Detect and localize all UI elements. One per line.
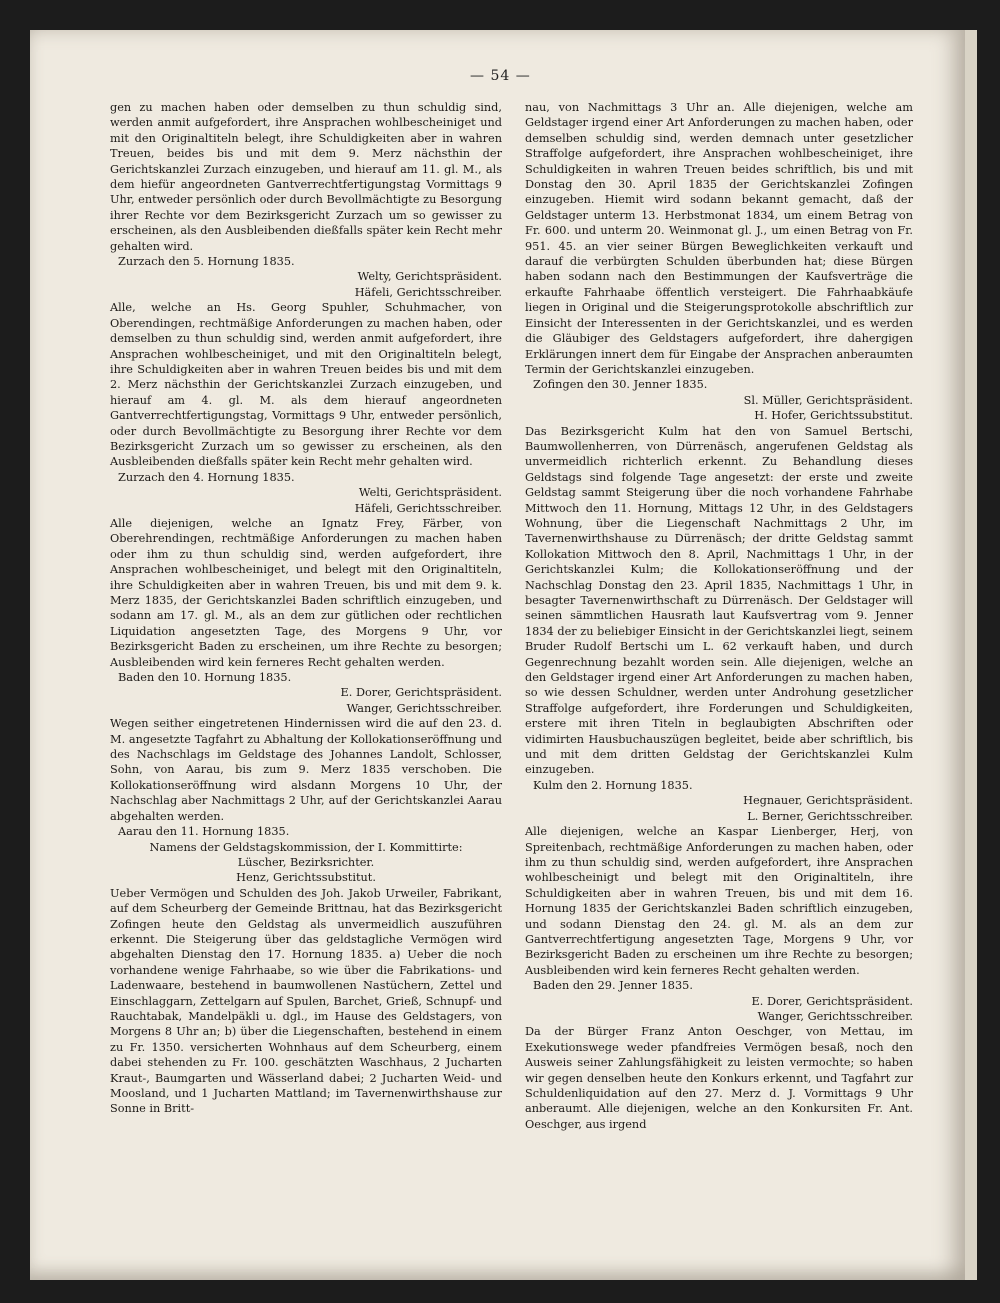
notice-date: Zurzach den 4. Hornung 1835.	[118, 470, 295, 484]
notice-signature: Hegnauer, Gerichtspräsident.	[743, 794, 913, 808]
notice-date: Baden den 29. Jenner 1835.	[533, 979, 693, 993]
notice-signature: Welty, Gerichtspräsident.	[357, 270, 502, 284]
notice-paragraph: Alle diejenigen, welche an Ignatz Frey, Färber, von Oberehrendingen, rechtmäßige Anforderungen zu machen haben oder ihm zu thun schuldig sind, werden aufgefordert, ihre Ansprachen wohlbescheiniget, und belegt mit den Originaltiteln, ihre Schuldigkeiten aber in wahren Treuen, bis und mit dem 9. k. Merz 1835, der Gerichtskanzlei Baden schriftlich einzugeben, und sodann am 17. gl. M., als an dem zur gütlichen oder rechtlichen Liquidation angesetzten Tage, des Morgens 9 Uhr, vor Bezirksgericht Baden zu erscheinen, um ihre Rechte zu besorgen; Ausbleibenden wird kein ferneres Recht gehalten werden.	[110, 516, 502, 669]
notice-paragraph: Das Bezirksgericht Kulm hat den von Samuel Bertschi, Baumwollenherren, von Dürrenäsch, angerufenen Geldstag als unvermeidlich richterlich erkennt. Zu Behandlung dieses Geldstags sind folgende Tage angesetzt: der erste und zweite Geldstag sammt Steigerung über die noch vorhandene Fahrhabe Mittwoch den 11. Hornung, Mittags 12 Uhr, in des Geldstagers Wohnung, über die Liegenschaft Nachmittags 2 Uhr, im Tavernenwirthshause zu Dürrenäsch; der dritte Geldstag sammt Kollokation Mittwoch den 8. April, Nachmittags 1 Uhr, in der Gerichtskanzlei Kulm; die Kollokationseröffnung und der Nachschlag Donstag den 23. April 1835, Nachmittags 1 Uhr, in besagter Tavernenwirthschaft zu Dürrenäsch. Der Geldstager will seinen sämmtlichen Hausrath laut Kaufsvertrag vom 9. Jenner 1834 der zu beliebiger Einsicht in der Gerichtskanzlei liegt, seinem Bruder Rudolf Bertschi um L. 62 verkauft haben, und durch Gegenrechnung bezahlt worden sein. Alle diejenigen, welche an den Geldstager irgend einer Art Anforderungen zu machen haben, so wie dessen Schuldner, werden unter Androhung gesetzlicher Straffolge aufgefordert, ihre Forderungen und Schuldigkeiten, erstere mit ihren Titeln in beglaubigten Abschriften oder vidimirten Hausbuchauszügen begleitet, beide aber schriftlich, bis und mit dem dritten Geldstag der Gerichtskanzlei Kulm einzugeben.	[525, 424, 913, 777]
page-edge	[965, 30, 977, 1280]
notice-signature: Wanger, Gerichtsschreiber.	[757, 1009, 913, 1023]
notice-signature: Henz, Gerichtssubstitut.	[236, 871, 376, 885]
notice-date: Kulm den 2. Hornung 1835.	[533, 778, 693, 792]
page-number: — 54 —	[470, 68, 531, 84]
notice-signature: Sl. Müller, Gerichtspräsident.	[743, 393, 913, 407]
right-column	[525, 100, 913, 1132]
notice-date: Aarau den 11. Hornung 1835.	[118, 825, 290, 839]
notice-paragraph: Alle, welche an Hs. Georg Spuhler, Schuhmacher, von Oberendingen, rechtmäßige Anforderungen zu machen haben, oder demselben zu thun schuldig sind, werden anmit aufgefordert, ihre Ansprachen wohlbescheiniget, und mit den Originaltiteln belegt, ihre Schuldigkeiten aber in wahren Treuen beides bis und mit dem 2. Merz nächsthin der Gerichtskanzlei Zurzach einzugeben, und hierauf am 4. gl. M. als dem hierauf angeordneten Gantverrechtfertigungstag, Vormittags 9 Uhr, entweder persönlich, oder durch Bevollmächtigte zu Besorgung ihrer Rechte vor dem Bezirksgericht Zurzach um so gewisser zu erscheinen, als den Ausbleibenden dießfalls später kein Recht mehr gehalten wird.	[110, 301, 502, 469]
notice-signature: Namens der Geldstagskommission, der I. Kommittirte:	[149, 840, 463, 854]
notice-paragraph: Da der Bürger Franz Anton Oeschger, von Mettau, im Exekutionswege weder pfandfreies Vermögen besaß, noch den Ausweis seiner Zahlungsfähigkeit zu leisten vermochte; so haben wir gegen denselben heute den Konkurs erkennt, und Tagfahrt zur Schuldenliquidation auf den 27. Merz d. J. Vormittags 9 Uhr anberaumt. Alle diejenigen, welche an den Konkursiten Fr. Ant. Oeschger, aus irgend	[525, 1025, 913, 1131]
notice-signature: Lüscher, Bezirksrichter.	[237, 855, 375, 869]
notice-signature: H. Hofer, Gerichtssubstitut.	[754, 409, 913, 423]
notice-date: Zurzach den 5. Hornung 1835.	[118, 255, 295, 269]
notice-date: Baden den 10. Hornung 1835.	[118, 671, 292, 685]
left-column	[110, 100, 502, 1117]
notice-date: Zofingen den 30. Jenner 1835.	[533, 378, 708, 392]
notice-signature: Häfeli, Gerichtsschreiber.	[354, 501, 502, 515]
notice-signature: L. Berner, Gerichtsschreiber.	[747, 809, 913, 823]
notice-paragraph: Wegen seither eingetretenen Hindernissen wird die auf den 23. d. M. angesetzte Tagfahrt zu Abhaltung der Kollokationseröffnung und des Nachschlags im Geldstage des Johannes Landolt, Schlosser, Sohn, von Aarau, bis zum 9. Merz 1835 verschoben. Die Kollokationseröffnung wird alsdann Morgens 10 Uhr, der Nachschlag aber Nachmittags 2 Uhr, auf der Gerichtskanzlei Aarau abgehalten werden.	[110, 717, 502, 823]
notice-signature: E. Dorer, Gerichtspräsident.	[751, 994, 913, 1008]
notice-paragraph: Ueber Vermögen und Schulden des Joh. Jakob Urweiler, Fabrikant, auf dem Scheurberg der Gemeinde Brittnau, hat das Bezirksgericht Zofingen heute den Geldstag als unvermeidlich auszuführen erkennt. Die Steigerung über das geldstagliche Vermögen wird abgehalten Dienstag den 17. Hornung 1835. a) Ueber die noch vorhandene wenige Fahrhaabe, so wie über die Fabrikations- und Ladenwaare, bestehend in baumwollenen Nastüchern, Zettel und Einschlaggarn, Zettelgarn auf Spulen, Barchet, Grieß, Schnupf- und Rauchtabak, Mandelpäkli u. dgl., im Hause des Geldstagers, von Morgens 8 Uhr an; b) über die Liegenschaften, bestehend in einem zu Fr. 1350. versicherten Wohnhaus auf dem Scheurberg, einem dabei stehenden zu Fr. 100. geschätzten Waschhaus, 2 Jucharten Kraut-, Baumgarten und Wässerland dabei; 2 Jucharten Weid- und Moosland, und 1 Jucharten Mattland; im Tavernenwirthshause zur Sonne in Britt-	[110, 886, 502, 1116]
notice-paragraph: Alle diejenigen, welche an Kaspar Lienberger, Herj, von Spreitenbach, rechtmäßige Anforderungen zu machen haben, oder ihm zu thun schuldig sind, werden aufgefordert, ihre Ansprachen wohlbescheinigt und belegt mit den Originaltiteln, ihre Schuldigkeiten aber in wahren Treuen, bis und mit dem 16. Hornung 1835 der Gerichtskanzlei Baden schriftlich einzugeben, und sodann Dienstag den 24. gl. M. als an dem zur Gantverrechtfertigung angesetzten Tage, Morgens 9 Uhr, vor Bezirksgericht Baden zu erscheinen um ihre Rechte zu besorgen; Ausbleibenden wird kein ferneres Recht gehalten werden.	[525, 825, 913, 977]
notice-signature: Häfeli, Gerichtsschreiber.	[354, 285, 502, 299]
notice-signature: Welti, Gerichtspräsident.	[358, 486, 502, 500]
notice-paragraph: nau, von Nachmittags 3 Uhr an. Alle diejenigen, welche am Geldstager irgend einer Art Anforderungen zu machen haben, oder demselben schuldig sind, werden demnach unter gesetzlicher Straffolge aufgefordert, ihre Ansprachen wohlbescheiniget, ihre Schuldigkeiten in wahren Treuen beides schriftlich, bis und mit Donstag den 30. April 1835 der Gerichtskanzlei Zofingen einzugeben. Hiemit wird sodann bekannt gemacht, daß der Geldstager unterm 13. Herbstmonat 1834, um einem Betrag von Fr. 600. und unterm 20. Weinmonat gl. J., um einen Betrag von Fr. 951. 45. an vier seiner Bürgen Beweglichkeiten verkauft und darauf die verbürgten Schulden überbunden hat; diese Bürgen haben sodann nach den Bestimmungen der Kaufsverträge die erkaufte Fahrhaabe öffentlich versteigert. Die Fahrhaabkäufe liegen in Original und die Steigerungsprotokolle abschriftlich zur Einsicht der Interessenten in der Gerichtskanzlei, und es werden die Gläubiger des Geldstagers aufgefordert, ihre dahergigen Erklärungen innert dem für Eingabe der Ansprachen anberaumten Termin der Gerichtskanzlei einzugeben.	[525, 101, 913, 376]
notice-signature: Wanger, Gerichtsschreiber.	[346, 701, 502, 715]
notice-signature: E. Dorer, Gerichtspräsident.	[340, 686, 502, 700]
notice-paragraph: gen zu machen haben oder demselben zu thun schuldig sind, werden anmit aufgefordert, ihre Ansprachen wohlbescheiniget und mit den Originaltiteln belegt, ihre Schuldigkeiten aber in wahren Treuen, beides bis und mit dem 9. Merz nächsthin der Gerichtskanzlei Zurzach einzugeben, und hierauf am 11. gl. M., als dem hiefür angeordneten Gantverrechtfertigungstag Vormittags 9 Uhr, entweder persönlich oder durch Bevollmächtigte zu Besorgung ihrer Rechte vor dem Bezirksgericht Zurzach um so gewisser zu erscheinen, als den Ausbleibenden dießfalls später kein Recht mehr gehalten wird.	[110, 101, 502, 253]
